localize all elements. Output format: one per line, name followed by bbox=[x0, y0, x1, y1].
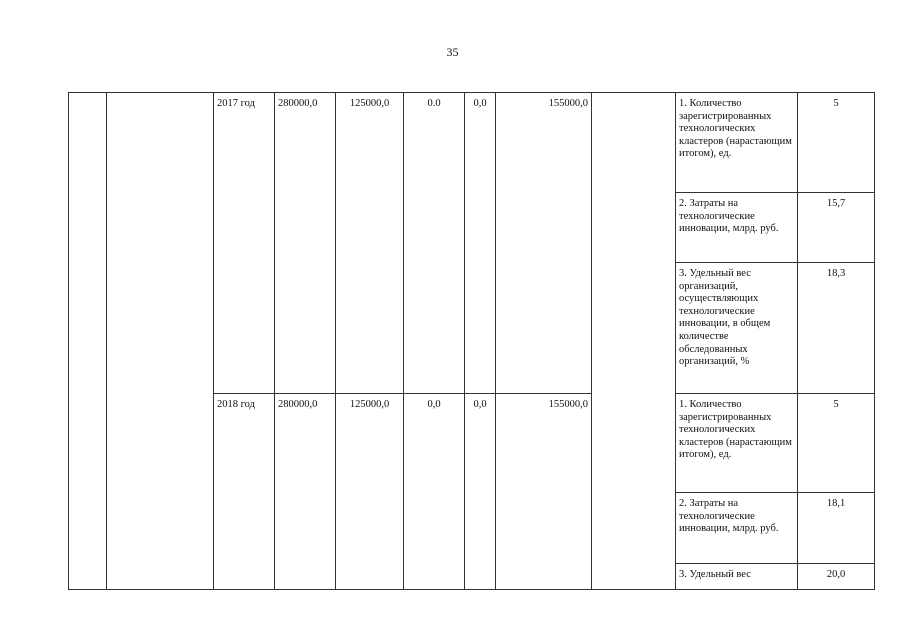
empty-cell-b bbox=[107, 93, 214, 590]
year-cell: 2017 год bbox=[214, 93, 275, 394]
indicator-value: 15,7 bbox=[798, 193, 875, 263]
indicator-value: 5 bbox=[798, 93, 875, 193]
table-row bbox=[69, 93, 875, 193]
empty-cell-c bbox=[592, 93, 676, 590]
page-number: 35 bbox=[446, 45, 459, 59]
col-e-cell: 155000,0 bbox=[496, 394, 592, 590]
indicator-text: 2. Затраты на технологические инновации, млрд. руб. bbox=[676, 493, 798, 564]
col-c-cell: 0.0 bbox=[404, 93, 465, 394]
budget-cell: 125000,0 bbox=[336, 394, 404, 590]
indicator-value: 20,0 bbox=[798, 564, 875, 590]
col-c-cell: 0,0 bbox=[404, 394, 465, 590]
year-cell: 2018 год bbox=[214, 394, 275, 590]
indicator-text: 3. Удельный вес организаций, осуществляющих технологические инновации, в общем количестве обследованных организаций, % bbox=[676, 263, 798, 394]
indicator-text: 1. Количество зарегистрированных технологических кластеров (нарастающим итогом), ед. bbox=[676, 93, 798, 193]
indicator-text: 2. Затраты на технологические инновации, млрд. руб. bbox=[676, 193, 798, 263]
total-cell: 280000,0 bbox=[275, 394, 336, 590]
program-table bbox=[68, 92, 875, 590]
total-cell: 280000,0 bbox=[275, 93, 336, 394]
indicator-value: 5 bbox=[798, 394, 875, 493]
col-e-cell: 155000,0 bbox=[496, 93, 592, 394]
indicator-value: 18,3 bbox=[798, 263, 875, 394]
indicator-text: 3. Удельный вес bbox=[676, 564, 798, 590]
col-d-cell: 0,0 bbox=[465, 394, 496, 590]
budget-cell: 125000,0 bbox=[336, 93, 404, 394]
col-d-cell: 0,0 bbox=[465, 93, 496, 394]
indicator-text: 1. Количество зарегистрированных технологических кластеров (нарастающим итогом), ед. bbox=[676, 394, 798, 493]
indicator-value: 18,1 bbox=[798, 493, 875, 564]
empty-cell-a bbox=[69, 93, 107, 590]
